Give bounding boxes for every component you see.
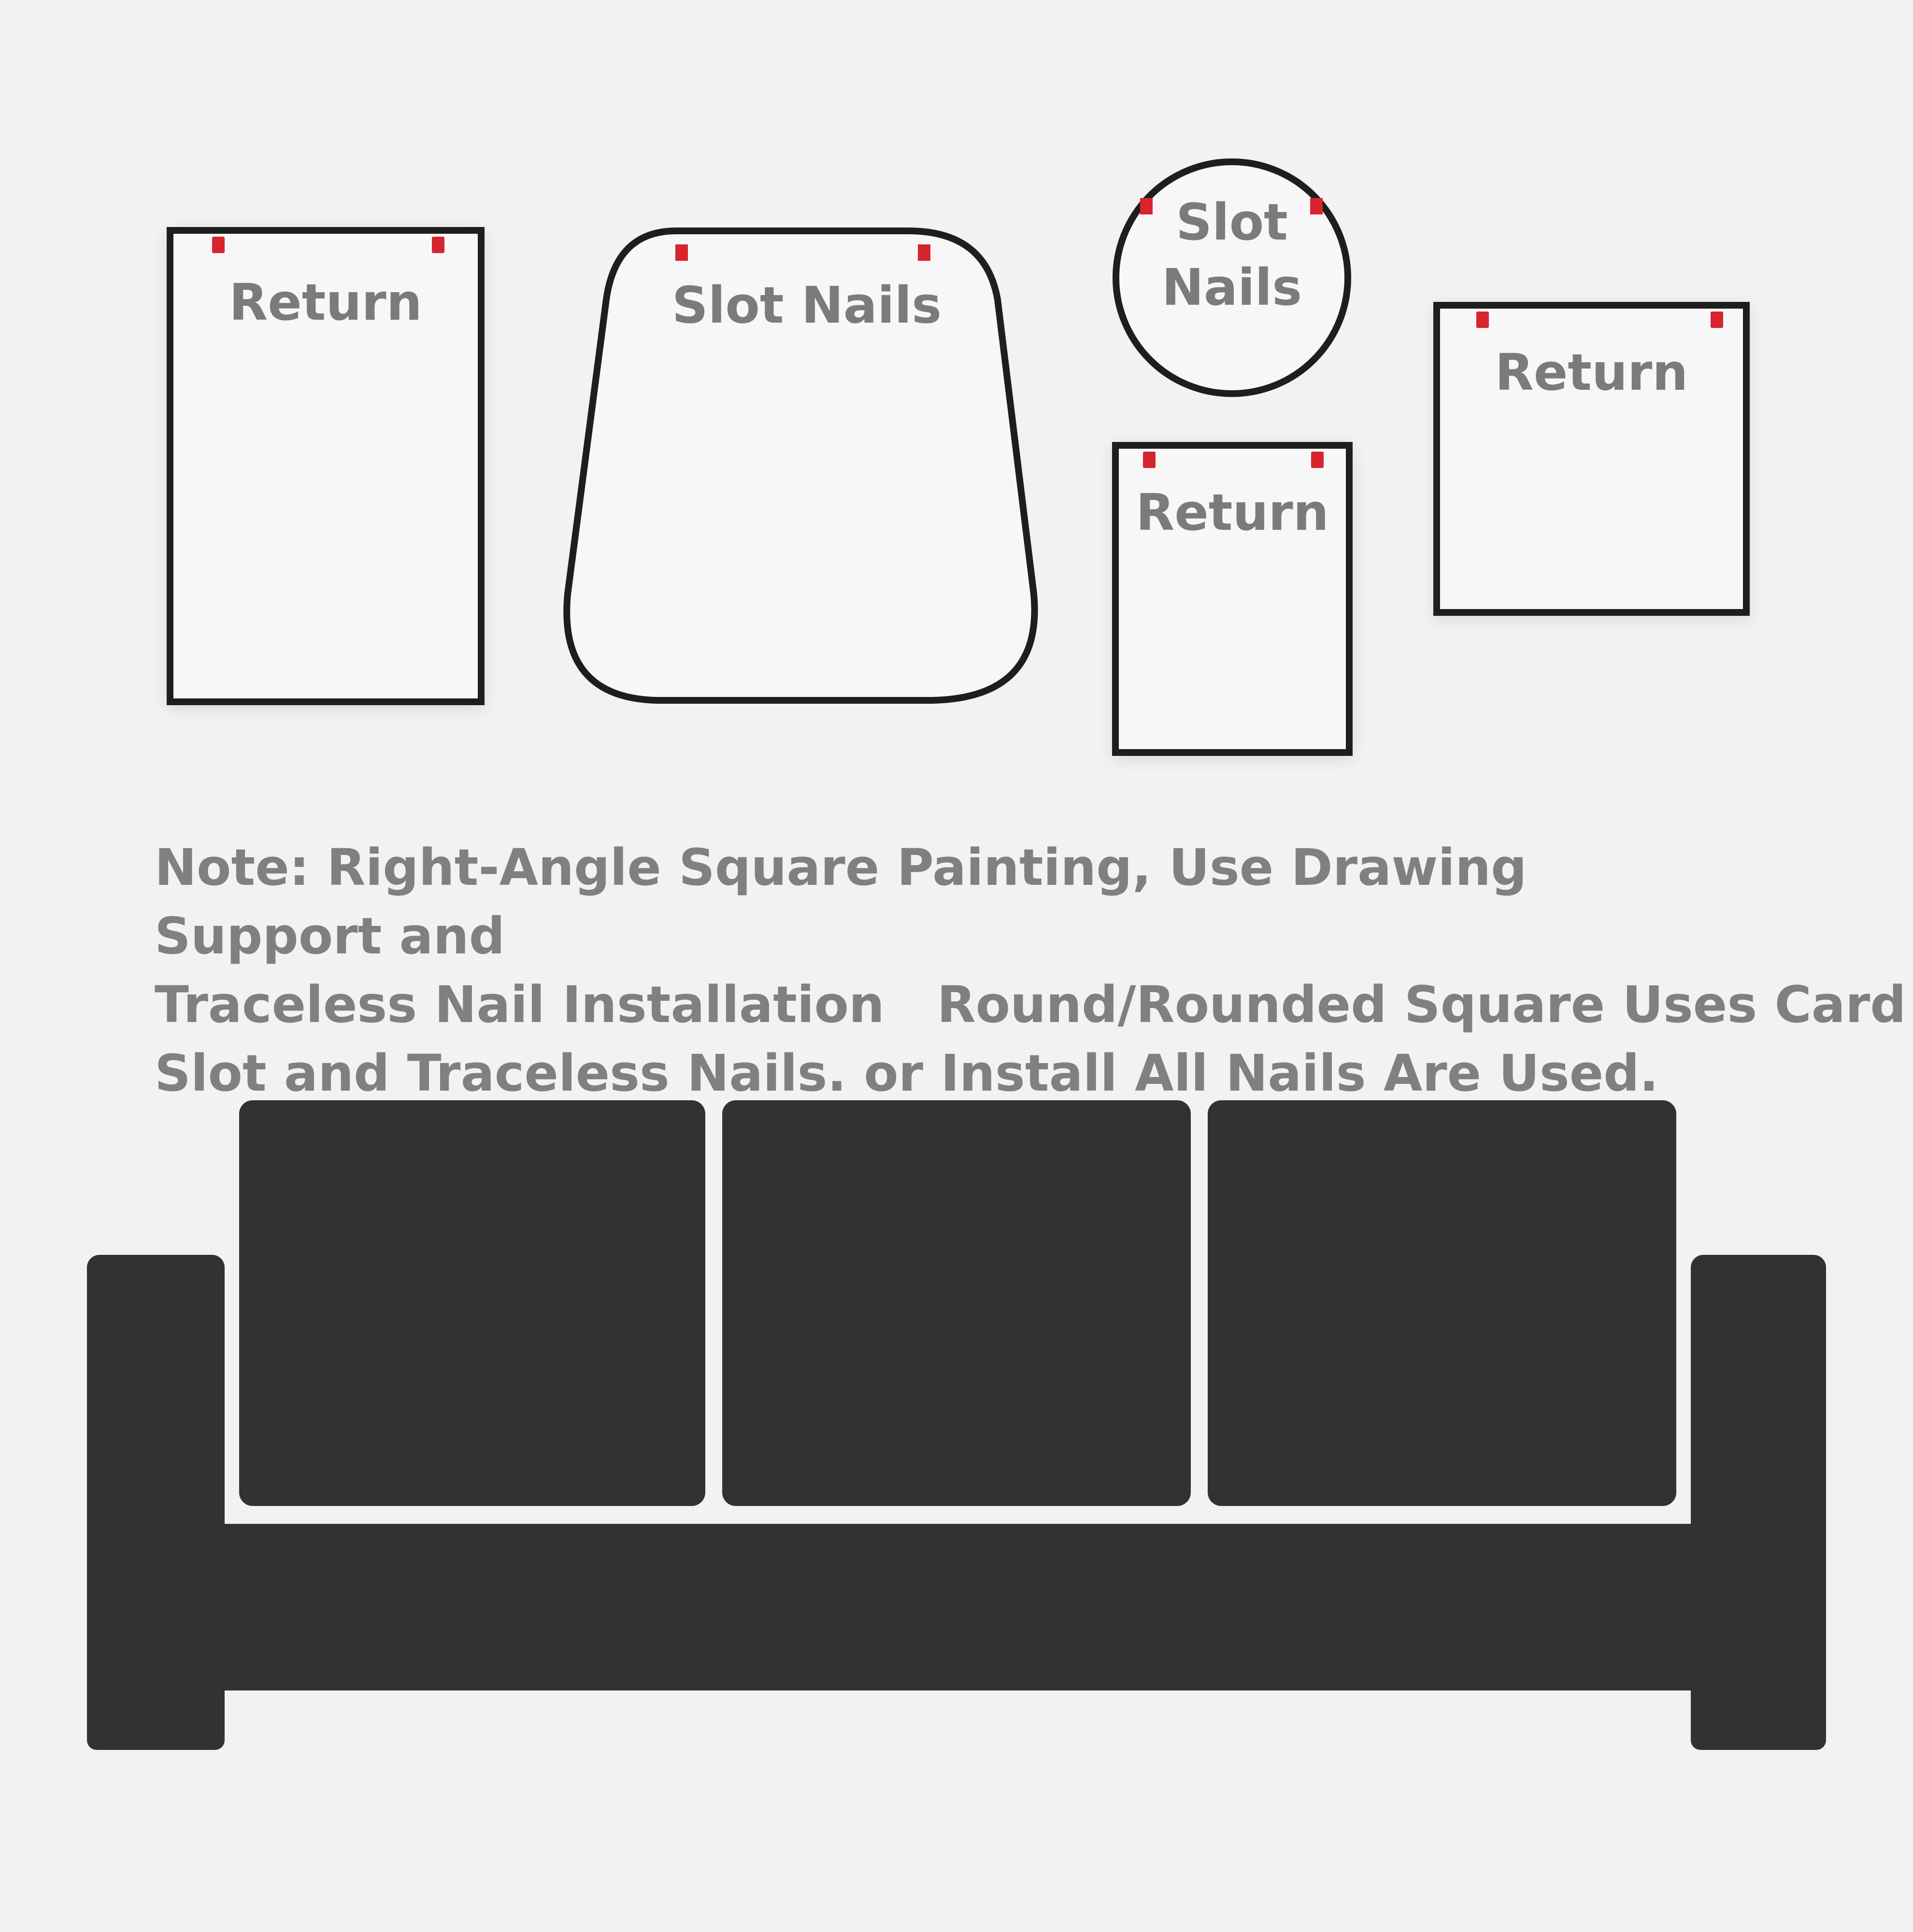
frame-label: Return [229,273,422,332]
frame-label: Return [1495,343,1688,402]
sofa [87,1100,1826,1750]
rect-frame-tall-left [167,227,485,705]
sofa-leg-left [87,1690,225,1750]
clip-right [432,237,444,253]
sofa-back-cushion-right [1208,1100,1676,1506]
round-frame-label: Slot Nails [1161,193,1302,317]
sofa-leg-right [1691,1690,1826,1750]
clip-right [1311,452,1324,468]
note-line-1: Note: Right-Angle Square Painting, Use Drawing Support and [155,838,1527,966]
rect-frame-square-right [1433,302,1750,616]
note-line-2: Traceless Nail Installation Round/Rounded Square Uses Card [155,975,1906,1034]
trapezoid-clip-right [918,244,930,261]
trapezoid-frame-label: Slot Nails [671,276,942,335]
clip-left [1476,312,1489,328]
sofa-seat-base [87,1524,1826,1690]
note-line-3: Slot and Traceless Nails. or Install All Nails Are Used. [155,1044,1659,1103]
rect-frame-small-middle [1112,442,1353,756]
sofa-back-cushion-left [239,1100,705,1506]
sofa-back-cushion-middle [722,1100,1191,1506]
installation-note [155,833,1906,1108]
frame-label: Return [1136,483,1329,542]
clip-left [212,237,225,253]
trapezoid-clip-left [675,244,688,261]
clip-right [1711,312,1723,328]
clip-left [1143,452,1156,468]
